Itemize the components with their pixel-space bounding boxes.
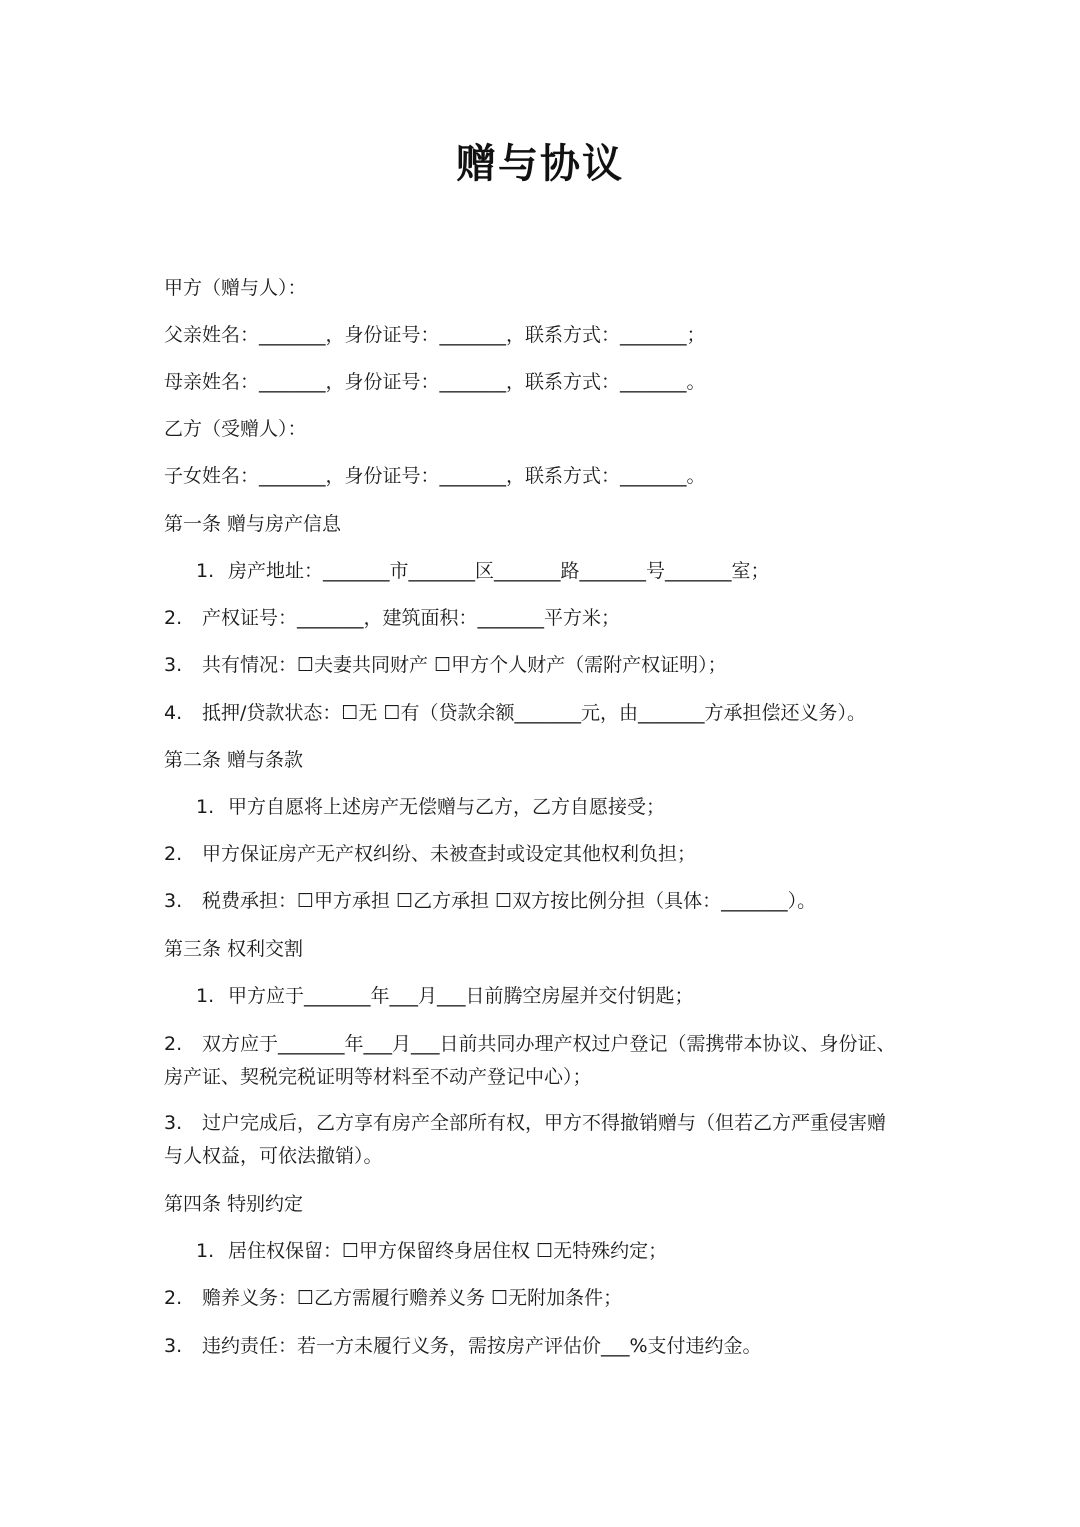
item-text: 赡养义务：☐乙方需履行赡养义务 ☐无附加条件； xyxy=(202,1287,623,1309)
item-text: 居住权保留：☐甲方保留终身居住权 ☐无特殊约定； xyxy=(228,1240,668,1262)
mother-info-line: 母亲姓名：_______，身份证号：_______，联系方式：_______。 xyxy=(164,371,706,393)
article-4-heading: 第四条 特别约定 xyxy=(164,1193,304,1215)
item-text: 违约责任：若一方未履行义务，需按房产评估价___%支付违约金。 xyxy=(202,1335,762,1357)
item-text: 双方应于_______年___月___日前共同办理产权过户登记（需携带本协议、身份证、房产证、契税完税证明等材料至不动产登记中心）； xyxy=(164,1033,896,1088)
father-info-line: 父亲姓名：_______，身份证号：_______，联系方式：_______； xyxy=(164,324,706,346)
article-3-heading: 第三条 权利交割 xyxy=(164,938,304,960)
article-2-heading: 第二条 赠与条款 xyxy=(164,749,304,771)
item-number: 1. xyxy=(196,1240,215,1262)
item-number: 3. xyxy=(164,654,183,676)
item-text: 甲方保证房产无产权纠纷、未被查封或设定其他权利负担； xyxy=(202,843,697,865)
article-3-item-2 xyxy=(164,1028,904,1094)
party-b-heading: 乙方（受赠人）： xyxy=(164,418,307,440)
item-text: 甲方自愿将上述房产无偿赠与乙方，乙方自愿接受； xyxy=(228,796,666,818)
item-text: 产权证号：_______，建筑面积：_______平方米； xyxy=(202,607,621,629)
item-number: 4. xyxy=(164,702,183,724)
article-1-item-3 xyxy=(164,649,924,682)
article-2-item-2 xyxy=(164,838,924,871)
article-1-item-1 xyxy=(196,555,956,588)
item-number: 2. xyxy=(164,1287,183,1309)
article-3-item-1 xyxy=(196,980,956,1013)
item-number: 3. xyxy=(164,1112,183,1134)
item-number: 2. xyxy=(164,1033,183,1055)
item-text: 共有情况：☐夫妻共同财产 ☐甲方个人财产（需附产权证明）； xyxy=(202,654,727,676)
item-text: 甲方应于_______年___月___日前腾空房屋并交付钥匙； xyxy=(228,985,694,1007)
item-text: 过户完成后，乙方享有房产全部所有权，甲方不得撤销赠与（但若乙方严重侵害赠与人权益，可依法撤销）。 xyxy=(164,1112,887,1167)
article-4-item-1 xyxy=(196,1235,956,1268)
article-2-item-3 xyxy=(164,885,924,918)
item-number: 1. xyxy=(196,560,215,582)
item-text: 税费承担：☐甲方承担 ☐乙方承担 ☐双方按比例分担（具体：_______）。 xyxy=(202,890,817,912)
article-3-item-3 xyxy=(164,1107,904,1173)
item-number: 3. xyxy=(164,890,183,912)
party-a-heading: 甲方（赠与人）： xyxy=(164,277,307,299)
article-1-item-2 xyxy=(164,602,924,635)
child-info-line: 子女姓名：_______，身份证号：_______，联系方式：_______。 xyxy=(164,465,706,487)
item-text: 抵押/贷款状态：☐无 ☐有（贷款余额_______元，由_______方承担偿还义务）。 xyxy=(202,702,867,724)
item-number: 1. xyxy=(196,985,215,1007)
item-number: 2. xyxy=(164,843,183,865)
item-number: 3. xyxy=(164,1335,183,1357)
item-text: 房产地址：_______市_______区_______路_______号_______室； xyxy=(228,560,770,582)
article-4-item-2 xyxy=(164,1282,924,1315)
article-1-item-4 xyxy=(164,697,924,730)
article-4-item-3 xyxy=(164,1330,924,1363)
article-1-heading: 第一条 赠与房产信息 xyxy=(164,513,342,535)
document-title: 赠与协议 xyxy=(456,141,624,187)
item-number: 2. xyxy=(164,607,183,629)
article-2-item-1 xyxy=(196,791,956,824)
item-number: 1. xyxy=(196,796,215,818)
